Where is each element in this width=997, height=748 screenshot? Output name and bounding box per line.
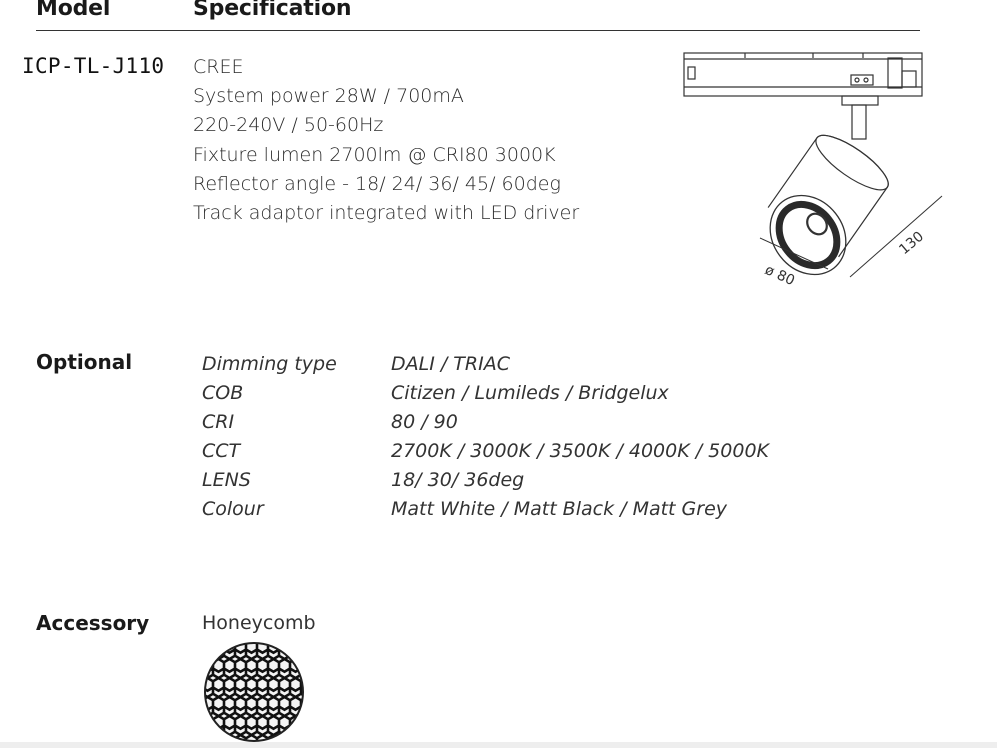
spec-line: CREE — [193, 56, 244, 78]
option-key: CRI — [202, 411, 235, 433]
spec-line: Track adaptor integrated with LED driver — [193, 202, 580, 225]
length-dimension-label: 130 — [896, 228, 928, 259]
track-light-technical-drawing — [670, 45, 960, 295]
page-bottom-edge — [0, 742, 997, 748]
optional-table — [202, 350, 769, 524]
spec-line: System power 28W / 700mA — [193, 85, 464, 108]
table-row — [202, 350, 769, 379]
table-row — [202, 379, 769, 408]
cylinder-body — [768, 126, 895, 256]
option-key: Dimming type — [202, 353, 337, 375]
table-row — [202, 495, 769, 524]
option-value: 18/ 30/ 36deg — [391, 469, 525, 491]
model-number: ICP-TL-J110 — [22, 54, 165, 78]
option-key: Colour — [202, 498, 264, 520]
option-value: Citizen / Lumileds / Bridgelux — [391, 382, 669, 404]
spec-line: 220-240V / 50-60Hz — [193, 114, 384, 137]
header-divider — [36, 30, 920, 31]
accessory-name: Honeycomb — [202, 612, 316, 634]
option-value: 2700K / 3000K / 3500K / 4000K / 5000K — [391, 440, 769, 462]
reflector-ring — [767, 193, 849, 277]
accessory-section-label: Accessory — [36, 611, 150, 635]
specification-list — [193, 53, 579, 228]
model-column-header: Model — [36, 0, 111, 21]
spec-line: Reflector angle - 18/ 24/ 36/ 45/ 60deg — [193, 172, 561, 195]
option-value: DALI / TRIAC — [391, 353, 510, 375]
option-key: COB — [202, 382, 244, 404]
fixture-stem — [852, 105, 866, 139]
table-row — [202, 466, 769, 495]
honeycomb-image — [202, 640, 306, 744]
specification-column-header: Specification — [193, 0, 352, 21]
table-row — [202, 437, 769, 466]
table-row — [202, 408, 769, 437]
optional-section-label: Optional — [36, 350, 133, 374]
option-value: 80 / 90 — [391, 411, 458, 433]
option-value: Matt White / Matt Black / Matt Grey — [391, 498, 728, 520]
option-key: LENS — [202, 469, 251, 491]
spec-line: Fixture lumen 2700lm @ CRI80 3000K — [193, 143, 556, 166]
option-key: CCT — [202, 440, 241, 462]
diameter-dimension-label: ø 80 — [762, 262, 798, 290]
